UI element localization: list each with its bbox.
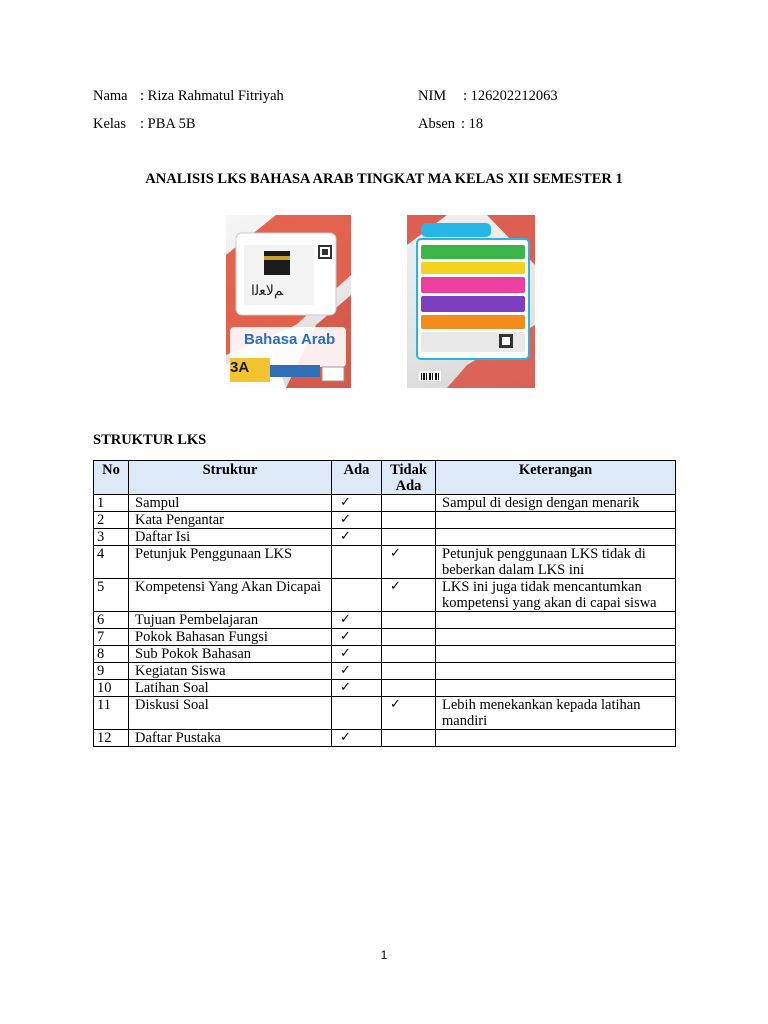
table-row [94,680,676,697]
kelas-label: Kelas [93,116,127,132]
row-keterangan [436,730,676,747]
row-ada-check-icon: ✓ [332,512,382,529]
row-tidak-check-icon [382,629,436,646]
row-ada-check-icon: ✓ [332,495,382,512]
row-tidak-check-icon: ✓ [382,546,436,579]
table-row [94,663,676,680]
row-tidak-check-icon [382,512,436,529]
front-cover-subject: Bahasa Arab [244,331,336,348]
header-tidak-ada [382,461,436,495]
row-keterangan [436,529,676,546]
front-cover-image [226,215,351,388]
svg-text:ﻢﻟﺎﻌﻟﺍ: ﻢﻟﺎﻌﻟﺍ [251,283,284,299]
row-tidak-check-icon [382,529,436,546]
row-ada-check-icon: ✓ [332,529,382,546]
table-row [94,730,676,747]
row-no: 1 [94,495,129,512]
row-struktur: Daftar Isi [129,529,332,546]
row-no: 9 [94,663,129,680]
back-cover-art [407,215,535,388]
absen-label: Absen [418,116,456,132]
front-cover-grade: 3A [230,359,250,376]
table-row [94,529,676,546]
row-keterangan [436,612,676,629]
row-struktur: Diskusi Soal [129,697,332,730]
row-ada-check-icon: ✓ [332,646,382,663]
row-tidak-check-icon [382,646,436,663]
row-struktur: Kata Pengantar [129,512,332,529]
row-tidak-check-icon [382,680,436,697]
row-keterangan: Sampul di design dengan menarik [436,495,676,512]
table-row [94,495,676,512]
header-tidak-ada-line1: Tidak [390,462,427,478]
nim-label: NIM [418,88,447,104]
row-tidak-check-icon [382,612,436,629]
row-no: 2 [94,512,129,529]
back-cover-image [407,215,535,388]
section-title: STRUKTUR LKS [93,432,207,448]
row-ada-check-icon: ✓ [332,629,382,646]
header-ada: Ada [332,461,382,495]
table-row [94,646,676,663]
header-no: No [94,461,129,495]
row-keterangan: Petunjuk penggunaan LKS tidak di beberkan dalam LKS ini [436,546,676,579]
nim-value: : 126202212063 [463,88,558,104]
row-ada-check-icon: ✓ [332,730,382,747]
row-struktur: Pokok Bahasan Fungsi [129,629,332,646]
row-ada-check-icon: ✓ [332,680,382,697]
row-tidak-check-icon [382,495,436,512]
row-ada-check-icon [332,579,382,612]
row-no: 8 [94,646,129,663]
nama-value: : Riza Rahmatul Fitriyah [140,88,284,104]
row-struktur: Daftar Pustaka [129,730,332,747]
row-struktur: Sub Pokok Bahasan [129,646,332,663]
header-struktur: Struktur [129,461,332,495]
row-ada-check-icon [332,697,382,730]
row-struktur: Kegiatan Siswa [129,663,332,680]
table-row [94,546,676,579]
row-ada-check-icon: ✓ [332,612,382,629]
row-keterangan: Lebih menekankan kepada latihan mandiri [436,697,676,730]
row-keterangan [436,629,676,646]
structure-table [93,460,676,747]
row-struktur: Tujuan Pembelajaran [129,612,332,629]
row-ada-check-icon: ✓ [332,663,382,680]
row-no: 4 [94,546,129,579]
table-header-row [94,461,676,495]
row-tidak-check-icon [382,730,436,747]
row-struktur: Sampul [129,495,332,512]
row-struktur: Kompetensi Yang Akan Dicapai [129,579,332,612]
header-tidak-ada-line2: Ada [395,478,422,494]
row-no: 5 [94,579,129,612]
row-no: 6 [94,612,129,629]
row-no: 3 [94,529,129,546]
row-no: 12 [94,730,129,747]
row-tidak-check-icon: ✓ [382,697,436,730]
header-keterangan: Keterangan [436,461,676,495]
row-keterangan: LKS ini juga tidak mencantumkan kompetensi yang akan di capai siswa [436,579,676,612]
kelas-value: : PBA 5B [140,116,196,132]
page-number: 1 [380,948,388,962]
row-ada-check-icon [332,546,382,579]
row-no: 10 [94,680,129,697]
row-tidak-check-icon: ✓ [382,579,436,612]
row-struktur: Petunjuk Penggunaan LKS [129,546,332,579]
absen-value: : 18 [461,116,484,132]
row-no: 7 [94,629,129,646]
table-row [94,579,676,612]
row-no: 11 [94,697,129,730]
row-keterangan [436,512,676,529]
table-row [94,512,676,529]
row-struktur: Latihan Soal [129,680,332,697]
table-row [94,612,676,629]
nama-label: Nama [93,88,128,104]
row-keterangan [436,680,676,697]
page-title: ANALISIS LKS BAHASA ARAB TINGKAT MA KELAS XII SEMESTER 1 [145,171,623,187]
row-keterangan [436,663,676,680]
table-row [94,629,676,646]
row-keterangan [436,646,676,663]
table-row [94,697,676,730]
row-tidak-check-icon [382,663,436,680]
